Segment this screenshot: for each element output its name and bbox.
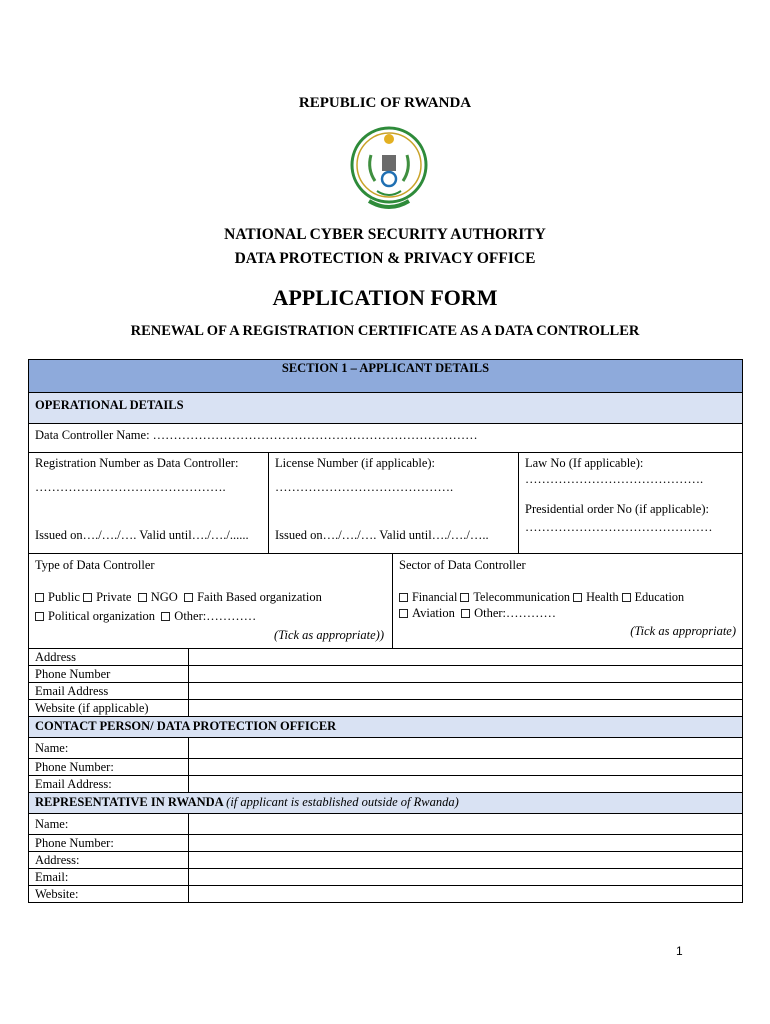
type-ngo-checkbox[interactable] bbox=[138, 593, 147, 602]
contact-name-input[interactable] bbox=[189, 738, 743, 759]
contact-email-row bbox=[29, 776, 743, 793]
rep-website-label: Website: bbox=[29, 886, 189, 903]
contact-phone-row bbox=[29, 759, 743, 776]
rep-name-input[interactable] bbox=[189, 814, 743, 835]
authority-name: NATIONAL CYBER SECURITY AUTHORITY bbox=[224, 226, 546, 243]
email-input[interactable] bbox=[189, 683, 743, 700]
license-issued: Issued on…./…./…. Valid until…./…./….. bbox=[275, 528, 489, 542]
law-label: Law No (If applicable): bbox=[525, 456, 644, 470]
office-name: DATA PROTECTION & PRIVACY OFFICE bbox=[234, 250, 536, 267]
registration-number-field[interactable] bbox=[29, 453, 269, 554]
rep-phone-row bbox=[29, 835, 743, 852]
type-public-checkbox[interactable] bbox=[35, 593, 44, 602]
phone-row bbox=[29, 666, 743, 683]
address-input[interactable] bbox=[189, 649, 743, 666]
type-faith-label: Faith Based organization bbox=[197, 590, 322, 604]
type-political-label: Political organization bbox=[48, 609, 156, 623]
registration-issued: Issued on…./…./…. Valid until…./…./...... bbox=[35, 528, 249, 542]
website-label: Website (if applicable) bbox=[29, 700, 189, 717]
phone-input[interactable] bbox=[189, 666, 743, 683]
email-label: Email Address bbox=[29, 683, 189, 700]
law-presidential-field[interactable] bbox=[519, 453, 743, 554]
registration-label: Registration Number as Data Controller: bbox=[35, 456, 239, 470]
sector-telecom-label: Telecommunication bbox=[473, 590, 571, 604]
law-dots: ……………………………………. bbox=[525, 472, 704, 486]
type-label: Type of Data Controller bbox=[35, 558, 155, 572]
type-other-label: Other:………… bbox=[174, 609, 257, 623]
sector-aviation-label: Aviation bbox=[412, 606, 455, 620]
controller-name-dots: …………………………………………………………………… bbox=[152, 428, 478, 442]
sector-financial-checkbox[interactable] bbox=[399, 593, 408, 602]
controller-name-row bbox=[29, 424, 743, 453]
form-subtitle: RENEWAL OF A REGISTRATION CERTIFICATE AS A DATA CONTROLLER bbox=[130, 323, 640, 339]
representative-header bbox=[29, 793, 743, 814]
website-input[interactable] bbox=[189, 700, 743, 717]
rep-website-row bbox=[29, 886, 743, 903]
representative-title: REPRESENTATIVE IN RWANDA bbox=[35, 795, 224, 809]
rep-email-label: Email: bbox=[29, 869, 189, 886]
rep-address-row bbox=[29, 852, 743, 869]
sector-field bbox=[393, 554, 743, 649]
sector-telecom-checkbox[interactable] bbox=[460, 593, 469, 602]
registration-dots: ………………………………………. bbox=[35, 480, 226, 494]
sector-health-label: Health bbox=[586, 590, 619, 604]
sector-other-label: Other:………… bbox=[474, 606, 557, 620]
controller-type-field bbox=[29, 554, 393, 649]
contact-email-label: Email Address: bbox=[29, 776, 189, 793]
type-other-checkbox[interactable] bbox=[161, 612, 170, 621]
type-public-label: Public bbox=[48, 590, 80, 604]
email-row bbox=[29, 683, 743, 700]
contact-heading: CONTACT PERSON/ DATA PROTECTION OFFICER bbox=[29, 717, 743, 738]
type-political-checkbox[interactable] bbox=[35, 612, 44, 621]
operational-details-heading: OPERATIONAL DETAILS bbox=[29, 393, 743, 424]
license-dots: ……………………………………. bbox=[275, 480, 454, 494]
rep-website-input[interactable] bbox=[189, 886, 743, 903]
sector-other-checkbox[interactable] bbox=[461, 609, 470, 618]
rep-email-input[interactable] bbox=[189, 869, 743, 886]
section-title: SECTION 1 – APPLICANT DETAILS bbox=[29, 360, 743, 393]
sector-education-checkbox[interactable] bbox=[622, 593, 631, 602]
type-tick-note: (Tick as appropriate)) bbox=[274, 628, 384, 642]
phone-label: Phone Number bbox=[29, 666, 189, 683]
contact-email-input[interactable] bbox=[189, 776, 743, 793]
sector-aviation-checkbox[interactable] bbox=[399, 609, 408, 618]
address-label: Address bbox=[29, 649, 189, 666]
website-row bbox=[29, 700, 743, 717]
country-heading: REPUBLIC OF RWANDA bbox=[298, 95, 472, 111]
contact-name-label: Name: bbox=[29, 738, 189, 759]
rwanda-coat-of-arms-seal-icon bbox=[349, 125, 429, 213]
representative-heading bbox=[29, 793, 743, 814]
license-label: License Number (if applicable): bbox=[275, 456, 435, 470]
sector-label: Sector of Data Controller bbox=[399, 558, 526, 572]
sector-health-checkbox[interactable] bbox=[573, 593, 582, 602]
presidential-label: Presidential order No (if applicable): bbox=[525, 502, 709, 516]
contact-header bbox=[29, 717, 743, 738]
representative-note: (if applicant is established outside of Rwanda) bbox=[226, 795, 459, 809]
rep-name-label: Name: bbox=[29, 814, 189, 835]
type-ngo-label: NGO bbox=[150, 590, 178, 604]
section-header bbox=[29, 360, 743, 393]
rep-address-label: Address: bbox=[29, 852, 189, 869]
form-title: APPLICATION FORM bbox=[272, 285, 498, 310]
rep-email-row bbox=[29, 869, 743, 886]
authority-heading bbox=[0, 223, 770, 271]
type-private-label: Private bbox=[96, 590, 132, 604]
controller-name-field[interactable] bbox=[29, 424, 743, 453]
address-row bbox=[29, 649, 743, 666]
license-number-field[interactable] bbox=[269, 453, 519, 554]
contact-phone-input[interactable] bbox=[189, 759, 743, 776]
type-faith-checkbox[interactable] bbox=[184, 593, 193, 602]
presidential-dots: ……………………………………… bbox=[525, 520, 713, 534]
controller-name-label: Data Controller Name: bbox=[35, 428, 150, 442]
sector-financial-label: Financial bbox=[412, 590, 458, 604]
rep-phone-input[interactable] bbox=[189, 835, 743, 852]
operational-header bbox=[29, 393, 743, 424]
type-private-checkbox[interactable] bbox=[83, 593, 92, 602]
type-sector-row bbox=[29, 554, 743, 649]
rep-phone-label: Phone Number: bbox=[29, 835, 189, 852]
rep-address-input[interactable] bbox=[189, 852, 743, 869]
sector-education-label: Education bbox=[634, 590, 685, 604]
contact-phone-label: Phone Number: bbox=[29, 759, 189, 776]
applicant-details-table bbox=[28, 359, 743, 903]
rep-name-row bbox=[29, 814, 743, 835]
registration-row bbox=[29, 453, 743, 554]
contact-name-row bbox=[29, 738, 743, 759]
sector-tick-note: (Tick as appropriate) bbox=[630, 624, 736, 638]
page-number: 1 bbox=[676, 944, 683, 958]
